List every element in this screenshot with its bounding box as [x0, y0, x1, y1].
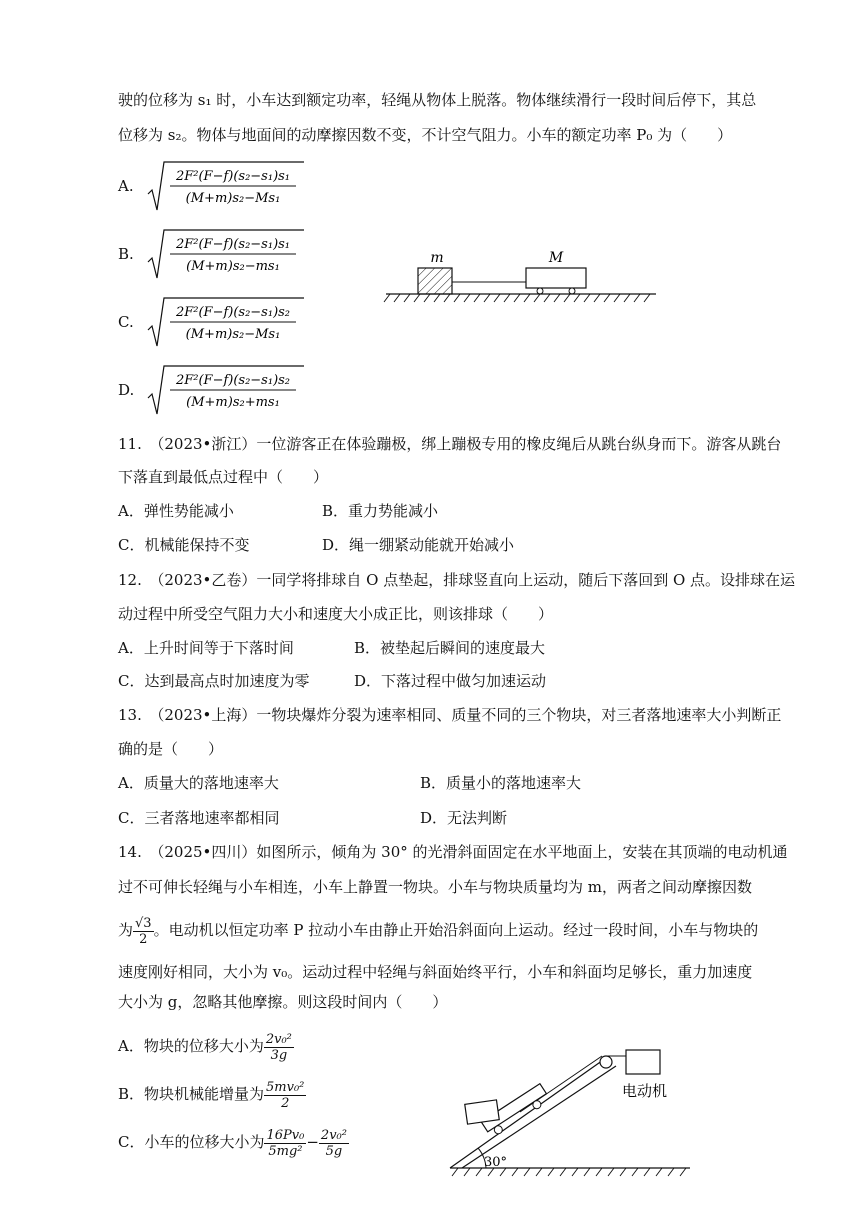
fraction [264, 1128, 306, 1159]
q13-option-d[interactable]: D．无法判断 [420, 809, 508, 827]
numerator: 5mv₀² [266, 1079, 305, 1095]
q11-option-a[interactable]: A．弹性势能减小 [118, 502, 234, 520]
sqrt-fraction [146, 362, 306, 418]
q12-text-line2: 动过程中所受空气阻力大小和速度大小成正比，则该排球（ ） [118, 605, 554, 623]
minus-sign: − [306, 1133, 319, 1151]
numerator: √3 [135, 915, 152, 931]
motor [626, 1050, 660, 1074]
q14-figure [440, 1040, 700, 1180]
text-rest: 。电动机以恒定功率 P 拉动小车由静止开始沿斜面向上运动。经过一段时间，小车与物块的 [153, 921, 759, 939]
q14-option-c[interactable] [118, 1122, 349, 1162]
q14-text-line5: 大小为 g，忽略其他摩擦。则这段时间内（ ） [118, 993, 448, 1011]
option-text: A．物块的位移大小为 [118, 1037, 264, 1055]
q14-text-line1: 14. （2025•四川）如图所示，倾角为 30° 的光滑斜面固定在水平地面上，安装在其顶端的电动机通 [118, 843, 788, 861]
block-m [418, 268, 452, 294]
q11-option-b[interactable]: B．重力势能减小 [322, 502, 439, 520]
numerator: 2F²(F−f)(s₂−s₁)s₁ [175, 169, 291, 184]
q13-option-b[interactable]: B．质量小的落地速率大 [420, 774, 582, 792]
text-prefix: 为 [118, 921, 134, 939]
q13-text-line2: 确的是（ ） [118, 740, 224, 758]
wheel [569, 288, 575, 294]
numerator: 2F²(F−f)(s₂−s₁)s₂ [175, 373, 291, 388]
q14-text-line3 [118, 910, 758, 950]
ground-hatch [384, 294, 650, 302]
option-label: C. [118, 313, 134, 331]
motor-label: 电动机 [622, 1082, 668, 1100]
cart-M [526, 268, 586, 288]
numerator: 16Pv₀ [266, 1127, 305, 1143]
fraction [264, 1080, 306, 1111]
q12-text-line1: 12. （2023•乙卷）一同学将排球自 O 点垫起，排球竖直向上运动，随后下落回到 O 点。设排球在运 [118, 571, 796, 589]
q14-text-line4: 速度刚好相同，大小为 v₀。运动过程中轻绳与斜面始终平行，小车和斜面均足够长，重力加速度 [118, 963, 753, 981]
q10-text-line1: 驶的位移为 s₁ 时，小车达到额定功率，轻绳从物体上脱落。物体继续滑行一段时间后停下，其总 [118, 91, 757, 109]
q14-option-a[interactable] [118, 1026, 294, 1066]
mu-fraction [133, 916, 154, 947]
option-label: B. [118, 245, 134, 263]
q13-option-c[interactable]: C．三者落地速率都相同 [118, 809, 280, 827]
q11-option-d[interactable]: D．绳一绷紧动能就开始减小 [322, 536, 515, 554]
sqrt-sign [146, 226, 306, 282]
sqrt-sign [146, 158, 306, 214]
denominator: 5mg² [268, 1143, 303, 1159]
denominator: 3g [270, 1047, 288, 1063]
option-label: D. [118, 381, 135, 399]
denominator: (M+m)s₂−ms₁ [186, 259, 280, 274]
denominator: (M+m)s₂+ms₁ [186, 395, 280, 410]
q13-option-a[interactable]: A．质量大的落地速率大 [118, 774, 279, 792]
option-text: C．小车的位移大小为 [118, 1133, 265, 1151]
sqrt-fraction [146, 226, 306, 282]
sqrt-fraction [146, 158, 306, 214]
q10-text-line2: 位移为 s₂。物体与地面间的动摩擦因数不变，不计空气阻力。小车的额定功率 P₀ 为（ ） [118, 126, 733, 144]
fraction [264, 1032, 294, 1063]
numerator: 2F²(F−f)(s₂−s₁)s₂ [175, 305, 291, 320]
sqrt-fraction [146, 294, 306, 350]
q11-option-c[interactable]: C．机械能保持不变 [118, 536, 250, 554]
fraction [319, 1128, 349, 1159]
pulley [600, 1056, 612, 1068]
denominator: 5g [325, 1143, 343, 1159]
q11-text-line2: 下落直到最低点过程中（ ） [118, 468, 329, 486]
numerator: 2v₀² [320, 1127, 347, 1143]
denominator: (M+m)s₂−Ms₁ [185, 327, 281, 342]
angle-label: 30° [484, 1155, 508, 1170]
q11-text-line1: 11. （2023•浙江）一位游客正在体验蹦极，绑上蹦极专用的橡皮绳后从跳台纵身而下。游客从跳台 [118, 435, 782, 453]
q10-figure [380, 246, 660, 306]
q12-option-b[interactable]: B．被垫起后瞬间的速度最大 [354, 639, 546, 657]
sqrt-sign [146, 294, 306, 350]
denominator: (M+m)s₂−Ms₁ [185, 191, 281, 206]
q12-option-a[interactable]: A．上升时间等于下落时间 [118, 639, 294, 657]
q12-option-c[interactable]: C．达到最高点时加速度为零 [118, 672, 310, 690]
numerator: 2F²(F−f)(s₂−s₁)s₁ [175, 237, 291, 252]
q12-option-d[interactable]: D．下落过程中做匀加速运动 [354, 672, 547, 690]
sqrt-sign [146, 362, 306, 418]
option-label: A. [118, 177, 134, 195]
denominator: 2 [281, 1095, 290, 1111]
q13-text-line1: 13. （2023•上海）一物块爆炸分裂为速率相同、质量不同的三个物块，对三者落地速率大小判断正 [118, 706, 782, 724]
label-m: m [430, 250, 444, 266]
numerator: 2v₀² [265, 1031, 292, 1047]
q14-option-b[interactable] [118, 1074, 306, 1114]
wheel [537, 288, 543, 294]
block [465, 1100, 499, 1124]
label-M: M [548, 250, 564, 266]
q14-text-line2: 过不可伸长轻绳与小车相连，小车上静置一物块。小车与物块质量均为 m，两者之间动摩擦因数 [118, 878, 752, 896]
denominator: 2 [139, 931, 148, 947]
option-text: B．物块机械能增量为 [118, 1085, 265, 1103]
